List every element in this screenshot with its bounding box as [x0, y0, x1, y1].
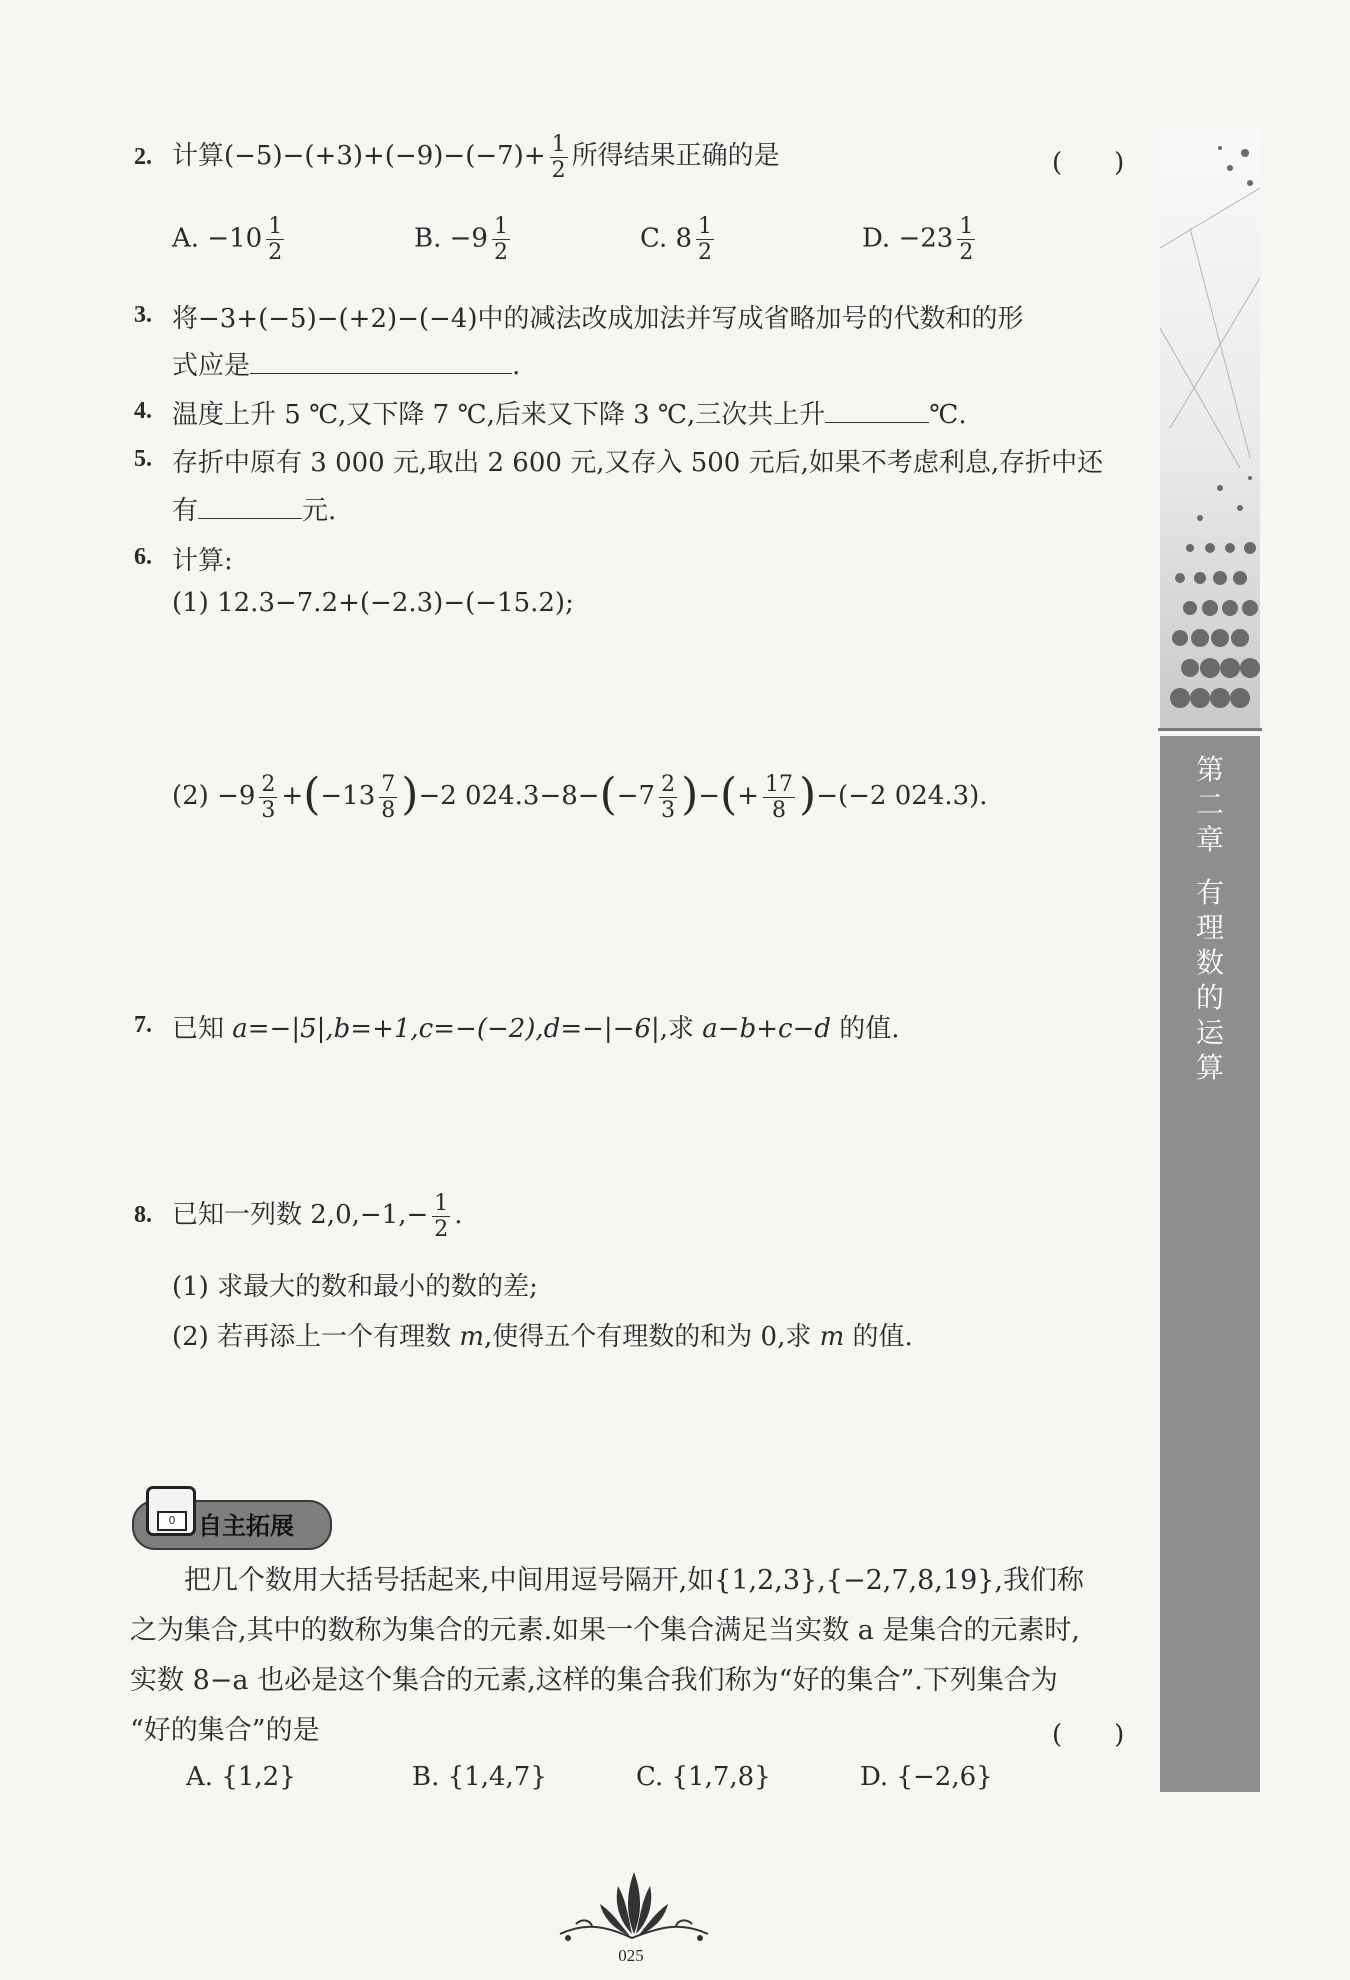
question-number: 4. — [134, 398, 152, 424]
question-number: 8. — [134, 1202, 152, 1228]
sidebar-decoration — [1160, 128, 1260, 728]
option-a: A. {1,2} — [186, 1762, 296, 1792]
question-number: 3. — [134, 302, 152, 328]
chapter-char: 章 — [1195, 823, 1224, 856]
answer-blank[interactable] — [198, 492, 302, 519]
option-a: A. −10 $\frac{1}{2}$ — [172, 214, 283, 265]
paragraph-line: 把几个数用大括号括起来,中间用逗号隔开,如{1,2,3},{−2,7,8,19},我们称 — [184, 1565, 1085, 1596]
fraction-denominator: 2 — [551, 157, 566, 183]
answer-parentheses: ( ) — [1052, 148, 1125, 178]
question-stem-line2: 式应是 . — [172, 345, 520, 382]
chapter-char: 二 — [1195, 788, 1224, 821]
question-stem: 计算: — [172, 546, 233, 576]
sidebar-divider — [1158, 728, 1262, 731]
option-c: C. 8 $\frac{1}{2}$ — [640, 214, 713, 265]
question-stem: 存折中原有 3 000 元,取出 2 600 元,又存入 500 元后,如果不考虑利息,存折中还 — [172, 448, 1104, 478]
paragraph-line: 之为集合,其中的数称为集合的元素.如果一个集合满足当实数 a 是集合的元素时, — [130, 1615, 1081, 1646]
question-number: 2. — [134, 144, 152, 170]
question-stem-line2: 有 元. — [172, 490, 336, 527]
extension-text — [130, 1556, 1140, 1756]
disk-icon — [146, 1486, 196, 1536]
chapter-char: 算 — [1195, 1051, 1224, 1084]
sub-question-2: (2) −9 $\frac{2}{3}$ +(−13 $\frac{7}{8}$ )−2 024.3−8−(−7 $\frac{2}{3}$ )−(+ $\frac{17}{8}$ )−(−2 024.3). — [172, 769, 988, 823]
question-stem: 计算(−5)−(+3)+(−9)−(−7)+ — [172, 141, 546, 171]
option-b: B. −9 $\frac{1}{2}$ — [414, 214, 508, 265]
question-number: 6. — [134, 544, 152, 570]
question-number: 5. — [134, 446, 152, 472]
page-number: 025 — [618, 1946, 644, 1965]
fraction-numerator: 1 — [551, 131, 566, 157]
answer-parentheses: ( ) — [1052, 1720, 1125, 1750]
paragraph-line: 实数 8−a 也必是这个集合的元素,这样的集合我们称为“好的集合”.下列集合为 — [130, 1665, 1058, 1696]
sub-question-1: (1) 求最大的数和最小的数的差; — [172, 1272, 538, 1302]
question-number: 7. — [134, 1012, 152, 1038]
question-stem: 已知一列数 2,0,−1,− $\frac{1}{2}$ . — [172, 1190, 463, 1242]
option-d: D. {−2,6} — [860, 1762, 993, 1792]
question-stem-end: 所得结果正确的是 — [571, 141, 780, 171]
halftone-pattern — [1160, 128, 1260, 728]
question-stem: 已知 a=−|5|,b=+1,c=−(−2),d=−|−6|,求 a−b+c−d 的值. — [172, 1014, 900, 1044]
section-title: 自主拓展 — [198, 1512, 294, 1540]
chapter-char: 有 — [1195, 876, 1224, 909]
chapter-char: 第 — [1195, 753, 1224, 786]
option-c: C. {1,7,8} — [636, 1762, 771, 1792]
disk-icon-label: 0 — [157, 1511, 187, 1531]
sub-question-1: (1) 12.3−7.2+(−2.3)−(−15.2); — [172, 588, 574, 618]
question-stem: 温度上升 5 ℃,又下降 7 ℃,后来又下降 3 ℃,三次共上升 ℃. — [172, 394, 967, 431]
option-b: B. {1,4,7} — [412, 1762, 547, 1792]
chapter-title — [1160, 752, 1260, 1085]
sub-question-2: (2) 若再添上一个有理数 m,使得五个有理数的和为 0,求 m 的值. — [172, 1322, 913, 1352]
answer-blank[interactable] — [250, 347, 512, 374]
chapter-char: 的 — [1195, 981, 1224, 1014]
question-stem: 将−3+(−5)−(+2)−(−4)中的减法改成加法并写成省略加号的代数和的形 — [172, 304, 1024, 334]
option-d: D. −23 $\frac{1}{2}$ — [862, 214, 974, 265]
footer-ornament-icon — [556, 1864, 712, 1944]
chapter-char: 数 — [1195, 946, 1224, 979]
paragraph-line: “好的集合”的是 — [130, 1715, 320, 1746]
chapter-char: 理 — [1195, 911, 1224, 944]
chapter-char: 运 — [1195, 1016, 1224, 1049]
answer-blank[interactable] — [825, 396, 929, 423]
